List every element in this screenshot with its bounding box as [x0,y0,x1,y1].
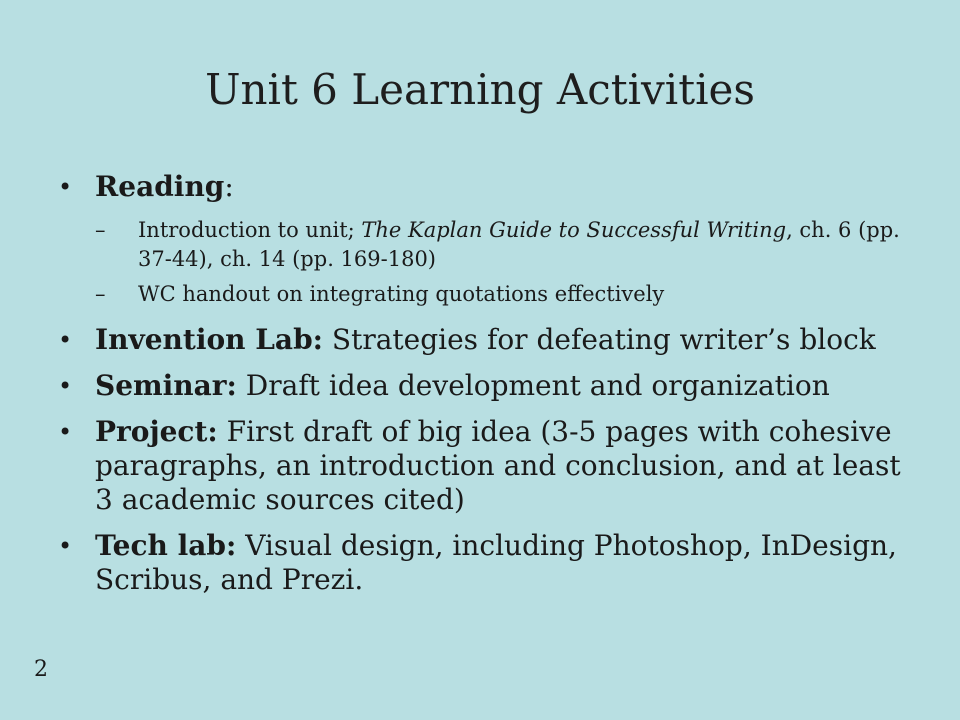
bullet-dot: • [58,532,73,560]
slide-title: Unit 6 Learning Activities [205,65,755,114]
reading-sub-list [58,216,908,309]
bullet-text: First draft of big idea (3-5 pages with cohesive paragraphs, an introduction and conclusion, and at least 3 academic sources cited) [95,415,901,516]
bullet-project [58,415,908,517]
bullet-text: : [224,170,234,203]
bullet-dot: • [58,173,73,201]
bullet-dot: • [58,418,73,446]
sub-text-continued: , ch. 6 (pp. 37-44), ch. 14 (pp. 169-180) [138,218,900,271]
sub-item-wc-handout [95,280,908,309]
bullet-invention-lab [58,323,908,357]
bullet-text: Strategies for defeating writer’s block [323,323,876,356]
bullet-dot: • [58,326,73,354]
bullet-heading: Invention Lab: [95,323,323,356]
sub-dash: – [95,218,106,242]
sub-text: WC handout on integrating quotations effectively [138,282,665,306]
bullet-list [58,170,908,609]
page-number: 2 [34,657,48,682]
bullet-heading: Tech lab: [95,529,237,562]
sub-dash: – [95,282,106,306]
bullet-text: Draft idea development and organization [236,369,830,402]
bullet-dot: • [58,372,73,400]
bullet-heading: Seminar: [95,369,237,402]
sub-text: Introduction to unit; [138,218,362,242]
bullet-heading: Project: [95,415,218,448]
sub-item-reading-textbook [95,216,908,274]
bullet-heading: Reading [95,170,225,203]
bullet-reading [58,170,908,204]
book-title: The Kaplan Guide to Successful Writing [361,218,787,242]
bullet-tech-lab [58,529,908,597]
bullet-text: Visual design, including Photoshop, InDesign, Scribus, and Prezi. [95,529,897,596]
bullet-seminar [58,369,908,403]
